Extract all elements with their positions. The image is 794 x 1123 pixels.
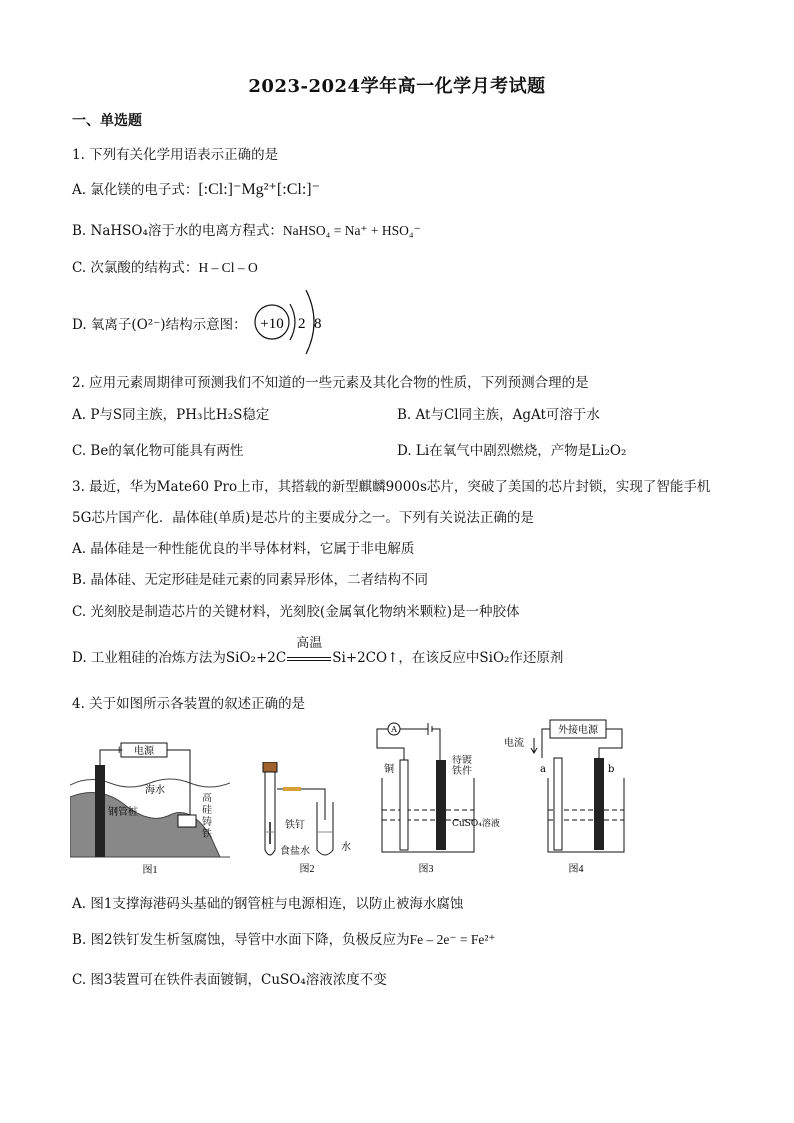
- q3-stem-line1: 3. 最近，华为Mate60 Pro上市，其搭载的新型麒麟9000s芯片，突破了美国的芯片封锁，实现了智能手机: [72, 479, 711, 495]
- fig4-b-label: b: [608, 764, 615, 775]
- q3-stem-line2: 5G芯片国产化．晶体硅(单质)是芯片的主要成分之一。下列有关说法正确的是: [72, 510, 534, 526]
- q4-b-formula: Fe – 2e⁻ = Fe²⁺: [409, 932, 496, 947]
- q1-c-label: C. 次氯酸的结构式：: [72, 260, 199, 276]
- fig1-power: 电源: [134, 746, 154, 757]
- fig2-salt-label: 食盐水: [280, 846, 310, 857]
- fig3-caption: 图3: [418, 864, 434, 875]
- fig3-soln-label: CuSO₄溶液: [452, 819, 500, 829]
- section-heading: 一、单选题: [72, 113, 142, 129]
- copper-electrode: [400, 760, 408, 850]
- electrode-a: [554, 758, 562, 850]
- q4-option-c: C. 图3装置可在铁件表面镀铜，CuSO₄溶液浓度不变: [72, 972, 387, 988]
- figure-4: [502, 718, 632, 878]
- figure-2: [255, 762, 370, 877]
- reaction-condition: 高温: [296, 636, 323, 651]
- fig3-plated-label: 待镀铁件: [452, 755, 472, 777]
- q2-option-a: A. P与S同主族，PH₃比H₂S稳定: [72, 407, 270, 423]
- q1-option-b: [72, 219, 421, 239]
- electrode-b: [594, 758, 604, 850]
- fig2-caption: 图2: [299, 864, 315, 875]
- fig2-water-label: 水: [341, 842, 351, 853]
- q4-stem: 4. 关于如图所示各装置的叙述正确的是: [72, 696, 306, 712]
- shell-2-count: 8: [314, 316, 322, 332]
- q1-option-a: [72, 178, 320, 199]
- q4-option-a: A. 图1支撑海港码头基础的钢管桩与电源相连，以防止被海水腐蚀: [72, 896, 464, 912]
- q1-b-formula: NaHSO₄ = Na⁺ + HSO₄⁻: [282, 223, 421, 238]
- steel-pile: [95, 765, 105, 857]
- fig4-power: 外接电源: [558, 725, 598, 736]
- q1-a-formula: [:Cl:]⁻Mg²⁺[:Cl:]⁻: [198, 181, 321, 198]
- oxide-ion-diagram: [250, 284, 340, 358]
- fig1-pile-label: 钢管桩: [108, 807, 138, 818]
- fig3-meter: A: [391, 725, 397, 734]
- q4-b-pre: B. 图2铁钉发生析氢腐蚀，导管中水面下降，负极反应为: [72, 932, 410, 948]
- q4-option-b: [72, 928, 496, 948]
- fig3-copper-label: 铜: [384, 764, 394, 775]
- q2-option-b: B. At与Cl同主族，AgAt可溶于水: [397, 407, 600, 423]
- q1-stem: 1. 下列有关化学用语表示正确的是: [72, 147, 279, 163]
- figure-3: [374, 720, 514, 878]
- fig2-nail-label: 铁钉: [285, 820, 305, 831]
- q2-option-d: D. Li在氧气中剧烈燃烧，产物是Li₂O₂: [397, 443, 627, 459]
- q1-a-label: A. 氯化镁的电子式：: [72, 182, 199, 198]
- q3-option-d: [72, 636, 564, 666]
- reaction-arrow: [286, 636, 332, 666]
- q3-option-c: C. 光刻胶是制造芯片的关键材料，光刻胶(金属氧化物纳米颗粒)是一种胶体: [72, 604, 520, 620]
- fig4-caption: 图4: [568, 864, 584, 875]
- q3-option-b: B. 晶体硅、无定形硅是硅元素的同素异形体，二者结构不同: [72, 572, 429, 588]
- q2-option-c: C. Be的氧化物可能具有两性: [72, 443, 244, 459]
- q1-d-label: D. 氧离子(O²⁻)结构示意图：: [72, 317, 247, 333]
- silicon-iron-block: [178, 815, 196, 827]
- q3-d-post: Si+2CO↑，在该反应中SiO₂作还原剂: [332, 650, 564, 666]
- q3-option-a: A. 晶体硅是一种性能优良的半导体材料，它属于非电解质: [72, 541, 415, 557]
- q1-option-c: [72, 256, 258, 276]
- nucleus-charge: +10: [260, 316, 284, 332]
- q1-option-d: [72, 313, 247, 333]
- q3-d-pre: D. 工业粗硅的冶炼方法为SiO₂+2C: [72, 650, 287, 666]
- iron-electrode: [436, 760, 446, 850]
- shell-1-count: 2: [298, 316, 306, 332]
- fig4-current: 电流: [504, 738, 524, 749]
- fig4-a-label: a: [540, 764, 546, 775]
- q1-b-label: B. NaHSO₄溶于水的电离方程式：: [72, 223, 283, 239]
- stopper: [263, 762, 277, 772]
- figure-1: [70, 735, 230, 877]
- q2-stem: 2. 应用元素周期律可预测我们不知道的一些元素及其化合物的性质，下列预测合理的是: [72, 375, 589, 391]
- fig1-sea-label: 海水: [145, 785, 165, 796]
- page-title: 2023-2024学年高一化学月考试题: [248, 76, 546, 97]
- fig1-plus: +: [115, 745, 124, 756]
- q1-c-formula: H – Cl – O: [198, 260, 258, 275]
- fig1-iron-label: 高硅铸铁: [202, 793, 212, 840]
- fig1-minus: -: [169, 745, 173, 756]
- fig1-caption: 图1: [142, 865, 158, 876]
